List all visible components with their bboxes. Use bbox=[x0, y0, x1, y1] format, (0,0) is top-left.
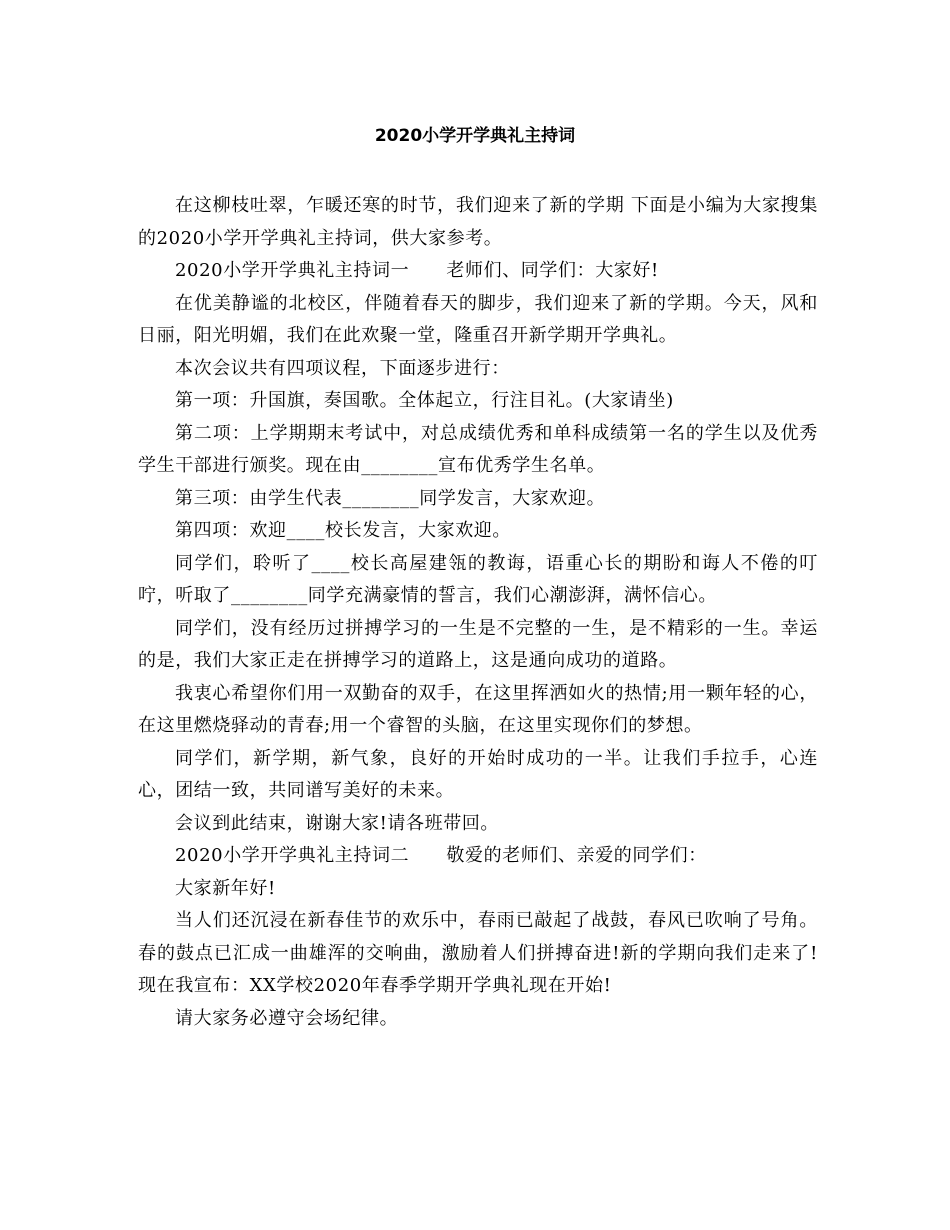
paragraph: 同学们，新学期，新气象，良好的开始时成功的一半。让我们手拉手，心连心，团结一致，共同谱写美好的未来。 bbox=[138, 747, 818, 801]
paragraph: 当人们还沉浸在新春佳节的欢乐中，春雨已敲起了战鼓，春风已吹响了号角。春的鼓点已汇成一曲雄浑的交响曲，激励着人们拼搏奋进!新的学期向我们走来了!现在我宣布：XX学校2020年春季学期开学典礼现在开始! bbox=[138, 910, 818, 996]
paragraph: 同学们，聆听了____校长高屋建瓴的教诲，语重心长的期盼和诲人不倦的叮咛，听取了________同学充满豪情的誓言，我们心潮澎湃，满怀信心。 bbox=[138, 552, 818, 606]
agenda-item-1: 第一项：升国旗，奏国歌。全体起立，行注目礼。(大家请坐) bbox=[175, 390, 674, 411]
document-title: 2020小学开学典礼主持词 bbox=[374, 126, 576, 146]
paragraph-section-one-heading: 2020小学开学典礼主持词一 老师们、同学们：大家好! bbox=[175, 260, 659, 281]
document-body bbox=[138, 190, 818, 1035]
paragraph: 大家新年好! bbox=[175, 877, 276, 899]
paragraph: 我衷心希望你们用一双勤奋的双手，在这里挥洒如火的热情;用一颗年轻的心，在这里燃烧驿动的青春;用一个睿智的头脑，在这里实现你们的梦想。 bbox=[138, 682, 818, 736]
paragraph: 本次会议共有四项议程，下面逐步进行： bbox=[175, 357, 510, 379]
paragraph-section-two-heading: 2020小学开学典礼主持词二 敬爱的老师们、亲爱的同学们： bbox=[175, 845, 707, 866]
agenda-item-2: 第二项：上学期期末考试中，对总成绩优秀和单科成绩第一名的学生以及优秀学生干部进行颁奖。现在由________宣布优秀学生名单。 bbox=[138, 422, 818, 476]
paragraph: 同学们，没有经历过拼搏学习的一生是不完整的一生，是不精彩的一生。幸运的是，我们大家正走在拼搏学习的道路上，这是通向成功的道路。 bbox=[138, 617, 818, 671]
agenda-item-3: 第三项：由学生代表________同学发言，大家欢迎。 bbox=[175, 487, 606, 509]
paragraph: 会议到此结束，谢谢大家!请各班带回。 bbox=[175, 812, 500, 834]
paragraph: 请大家务必遵守会场纪律。 bbox=[175, 1007, 399, 1029]
agenda-item-4: 第四项：欢迎____校长发言，大家欢迎。 bbox=[175, 520, 511, 541]
paragraph: 在优美静谧的北校区，伴随着春天的脚步，我们迎来了新的学期。今天，风和日丽，阳光明媚，我们在此欢聚一堂，隆重召开新学期开学典礼。 bbox=[138, 292, 818, 346]
paragraph-intro: 在这柳枝吐翠，乍暖还寒的时节，我们迎来了新的学期 下面是小编为大家搜集的2020小学开学典礼主持词，供大家参考。 bbox=[138, 195, 818, 249]
